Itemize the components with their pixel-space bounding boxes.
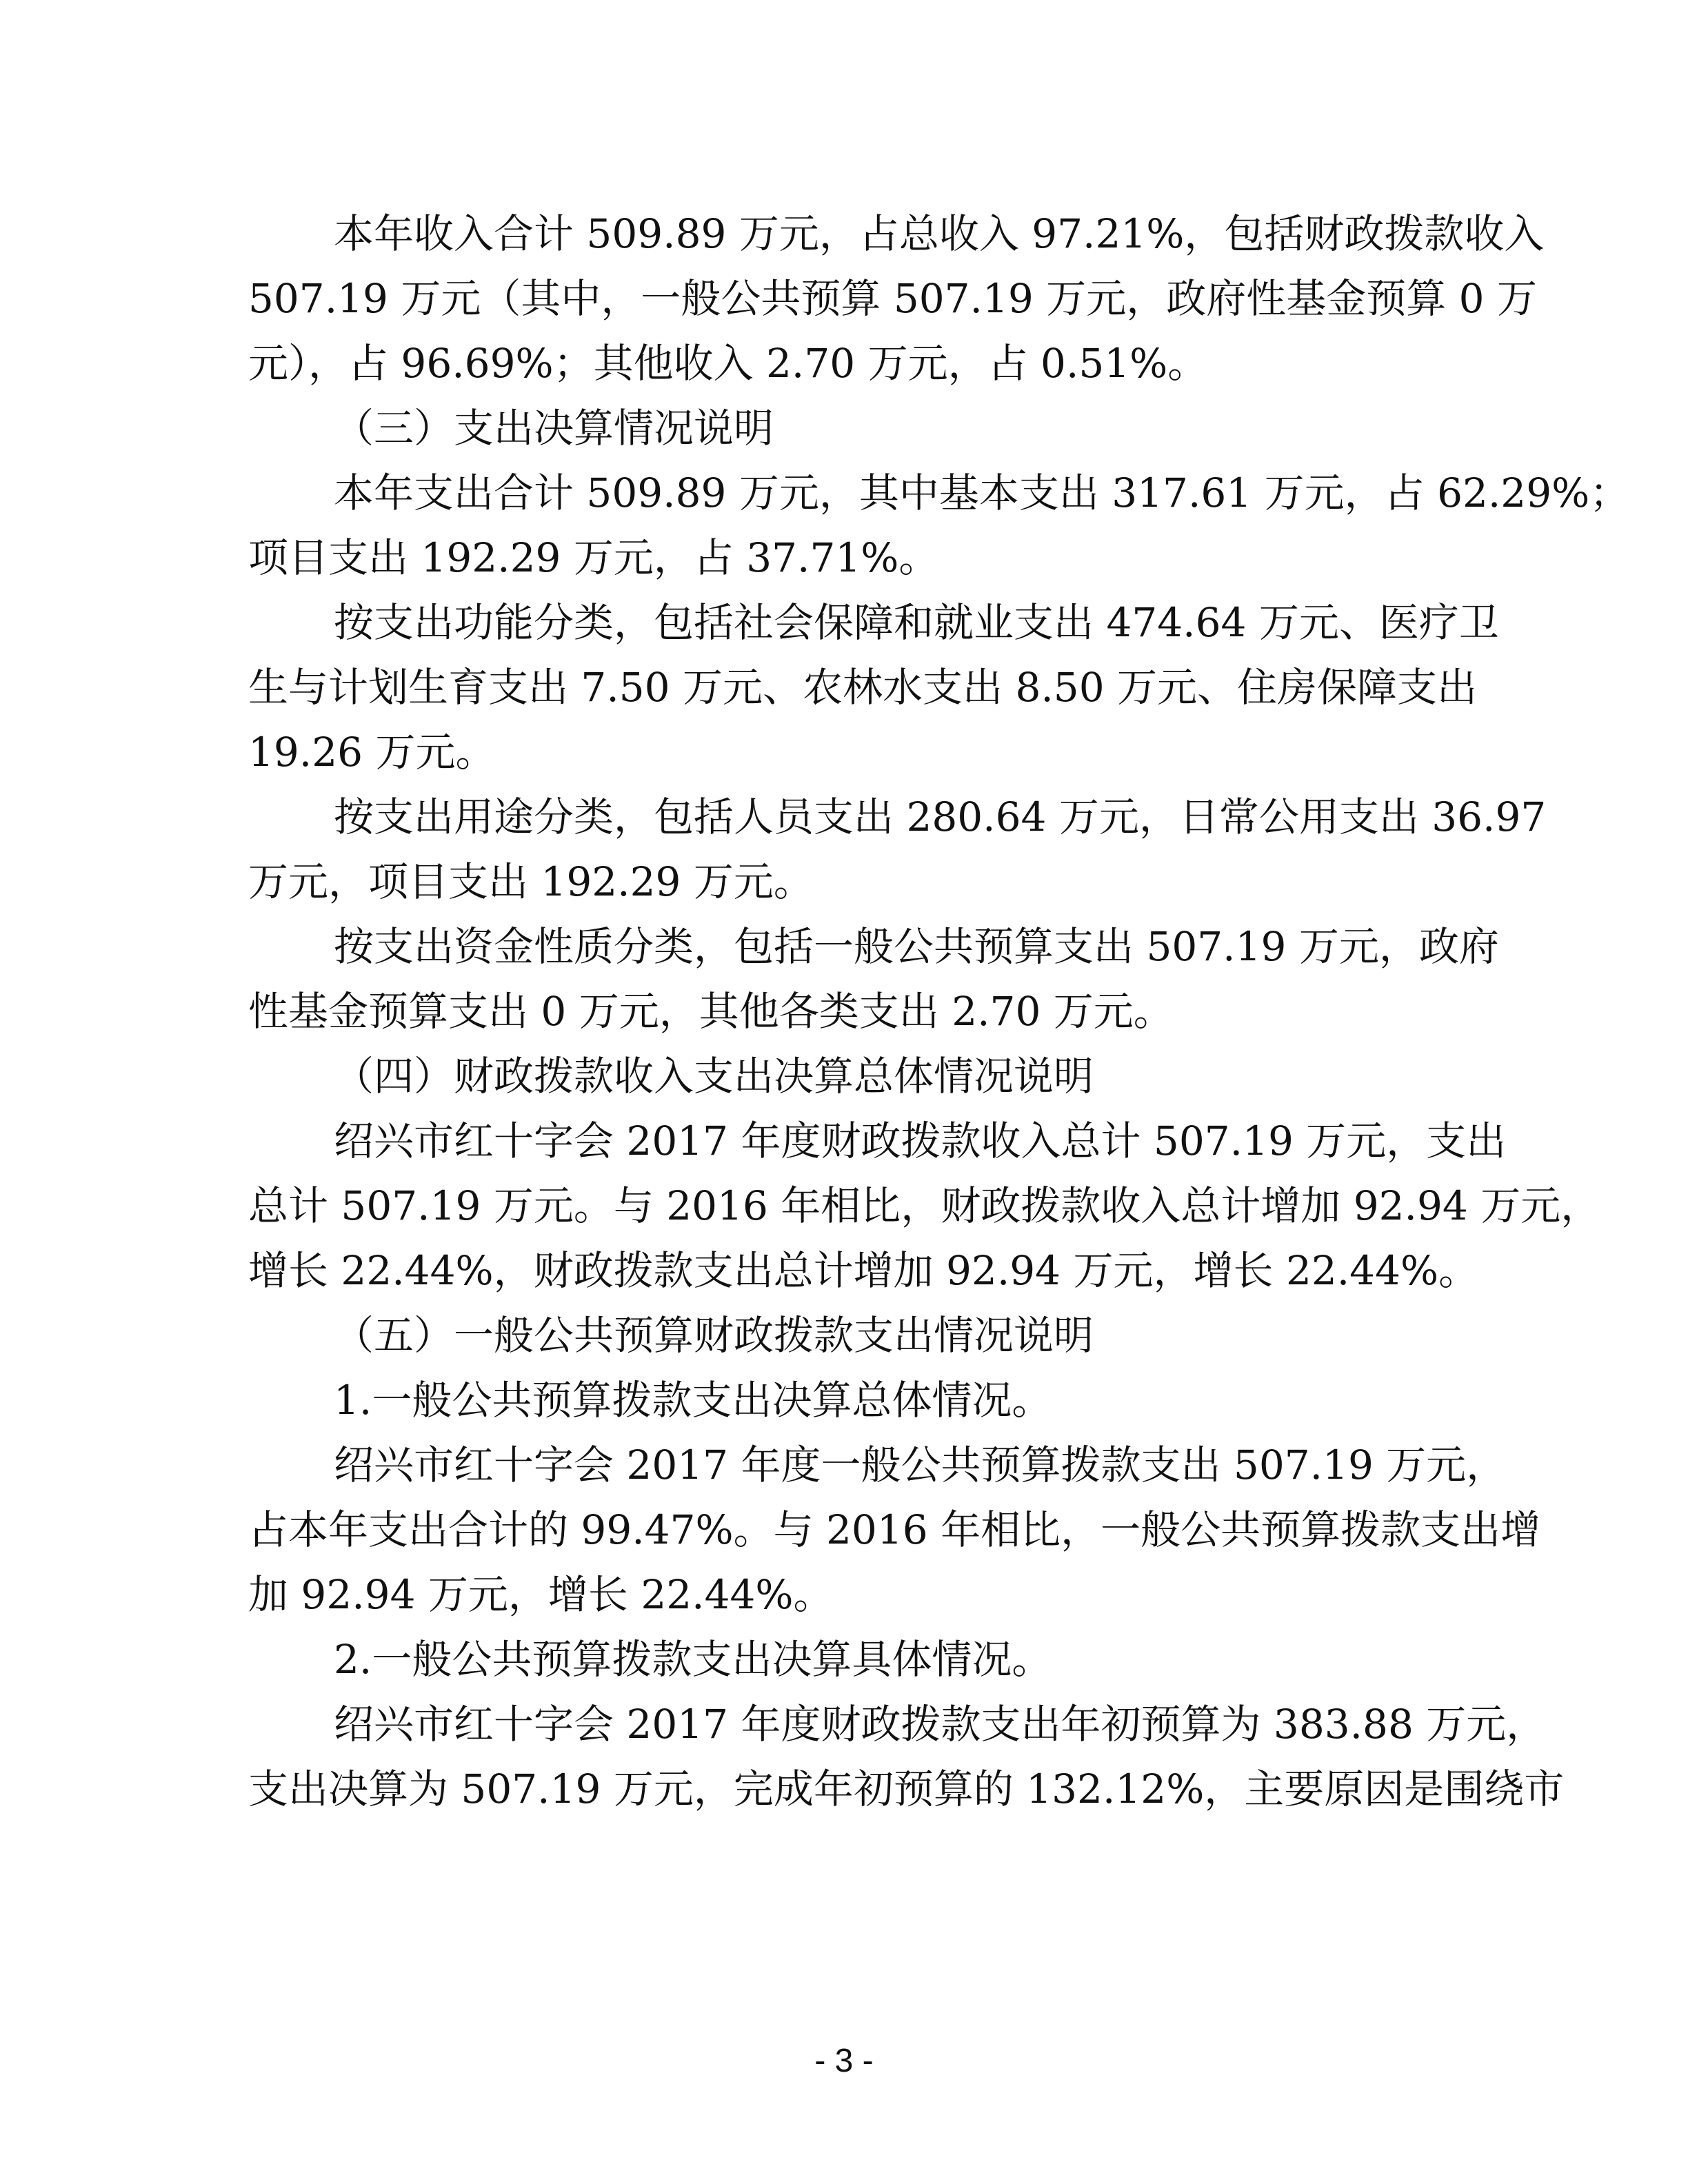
text-line: 加 92.94 万元，增长 22.44%。 [248,1571,834,1618]
section-heading: （三）支出决算情况说明 [334,405,774,452]
text-line: 项目支出 192.29 万元，占 37.71%。 [248,534,939,581]
text-line: 性基金预算支出 0 万元，其他各类支出 2.70 万元。 [248,988,1174,1035]
text-line: 支出决算为 507.19 万元，完成年初预算的 132.12%，主要原因是围绕市 [248,1766,1565,1812]
text-line: 万元，项目支出 192.29 万元。 [248,858,814,905]
text-line: 绍兴市红十字会 2017 年度一般公共预算拨款支出 507.19 万元， [334,1442,1507,1488]
text-line: 绍兴市红十字会 2017 年度财政拨款收入总计 507.19 万元，支出 [334,1118,1507,1164]
sub-heading: 2.一般公共预算拨款支出决算具体情况。 [334,1636,1052,1683]
text-line: 19.26 万元。 [248,729,496,776]
text-line: 占本年支出合计的 99.47%。与 2016 年相比，一般公共预算拨款支出增 [248,1506,1541,1553]
text-line: 元），占 96.69%；其他收入 2.70 万元，占 0.51%。 [248,340,1208,387]
page-number: - 3 - [814,2043,874,2079]
text-line: 绍兴市红十字会 2017 年度财政拨款支出年初预算为 383.88 万元， [334,1701,1547,1748]
text-line: 本年支出合计 509.89 万元，其中基本支出 317.61 万元，占 62.29%； [334,469,1630,516]
document-body [248,201,1630,1821]
text-line: 507.19 万元（其中，一般公共预算 507.19 万元，政府性基金预算 0 万 [248,275,1537,322]
text-line: 按支出资金性质分类，包括一般公共预算支出 507.19 万元，政府 [334,923,1499,970]
text-line: 按支出功能分类，包括社会保障和就业支出 474.64 万元、医疗卫 [334,599,1499,646]
text-line: 生与计划生育支出 7.50 万元、农林水支出 8.50 万元、住房保障支出 [248,664,1478,711]
text-line: 本年收入合计 509.89 万元，占总收入 97.21%，包括财政拨款收入 [334,210,1545,257]
text-line: 增长 22.44%，财政拨款支出总计增加 92.94 万元，增长 22.44%。 [248,1247,1479,1294]
section-heading: （四）财政拨款收入支出决算总体情况说明 [334,1053,1094,1100]
sub-heading: 1.一般公共预算拨款支出决算总体情况。 [334,1377,1052,1424]
section-heading: （五）一般公共预算财政拨款支出情况说明 [334,1312,1094,1359]
text-line: 总计 507.19 万元。与 2016 年相比，财政拨款收入总计增加 92.94 万元， [248,1182,1601,1229]
text-line: 按支出用途分类，包括人员支出 280.64 万元，日常公用支出 36.97 [334,793,1547,840]
